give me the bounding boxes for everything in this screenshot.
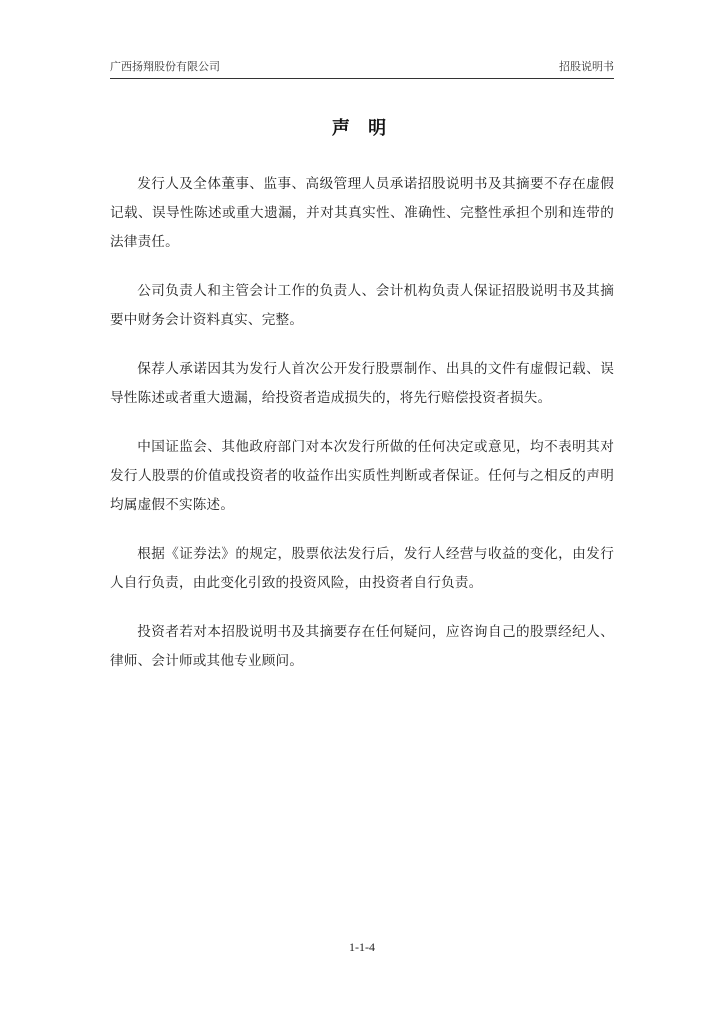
statement-paragraph-4: 中国证监会、其他政府部门对本次发行所做的任何决定或意见，均不表明其对发行人股票的价值或投资者的收益作出实质性判断或者保证。任何与之相反的声明均属虚假不实陈述。 (110, 439, 614, 513)
page-title: 声 明 (331, 118, 393, 139)
page-header (110, 58, 614, 79)
statement-body (110, 170, 614, 696)
header-company-name: 广西扬翔股份有限公司 (110, 60, 220, 73)
page-number: 1-1-4 (349, 940, 375, 954)
header-document-type: 招股说明书 (559, 60, 614, 73)
statement-paragraph-1: 发行人及全体董事、监事、高级管理人员承诺招股说明书及其摘要不存在虚假记载、误导性陈述或重大遗漏，并对其真实性、准确性、完整性承担个别和连带的法律责任。 (110, 176, 614, 250)
statement-paragraph-5: 根据《证券法》的规定，股票依法发行后，发行人经营与收益的变化，由发行人自行负责，由此变化引致的投资风险，由投资者自行负责。 (110, 546, 614, 591)
statement-paragraph-2: 公司负责人和主管会计工作的负责人、会计机构负责人保证招股说明书及其摘要中财务会计资料真实、完整。 (110, 283, 614, 328)
statement-paragraph-6: 投资者若对本招股说明书及其摘要存在任何疑问，应咨询自己的股票经纪人、律师、会计师或其他专业顾问。 (110, 624, 614, 669)
statement-paragraph-3: 保荐人承诺因其为发行人首次公开发行股票制作、出具的文件有虚假记载、误导性陈述或者重大遗漏，给投资者造成损失的，将先行赔偿投资者损失。 (110, 361, 614, 406)
